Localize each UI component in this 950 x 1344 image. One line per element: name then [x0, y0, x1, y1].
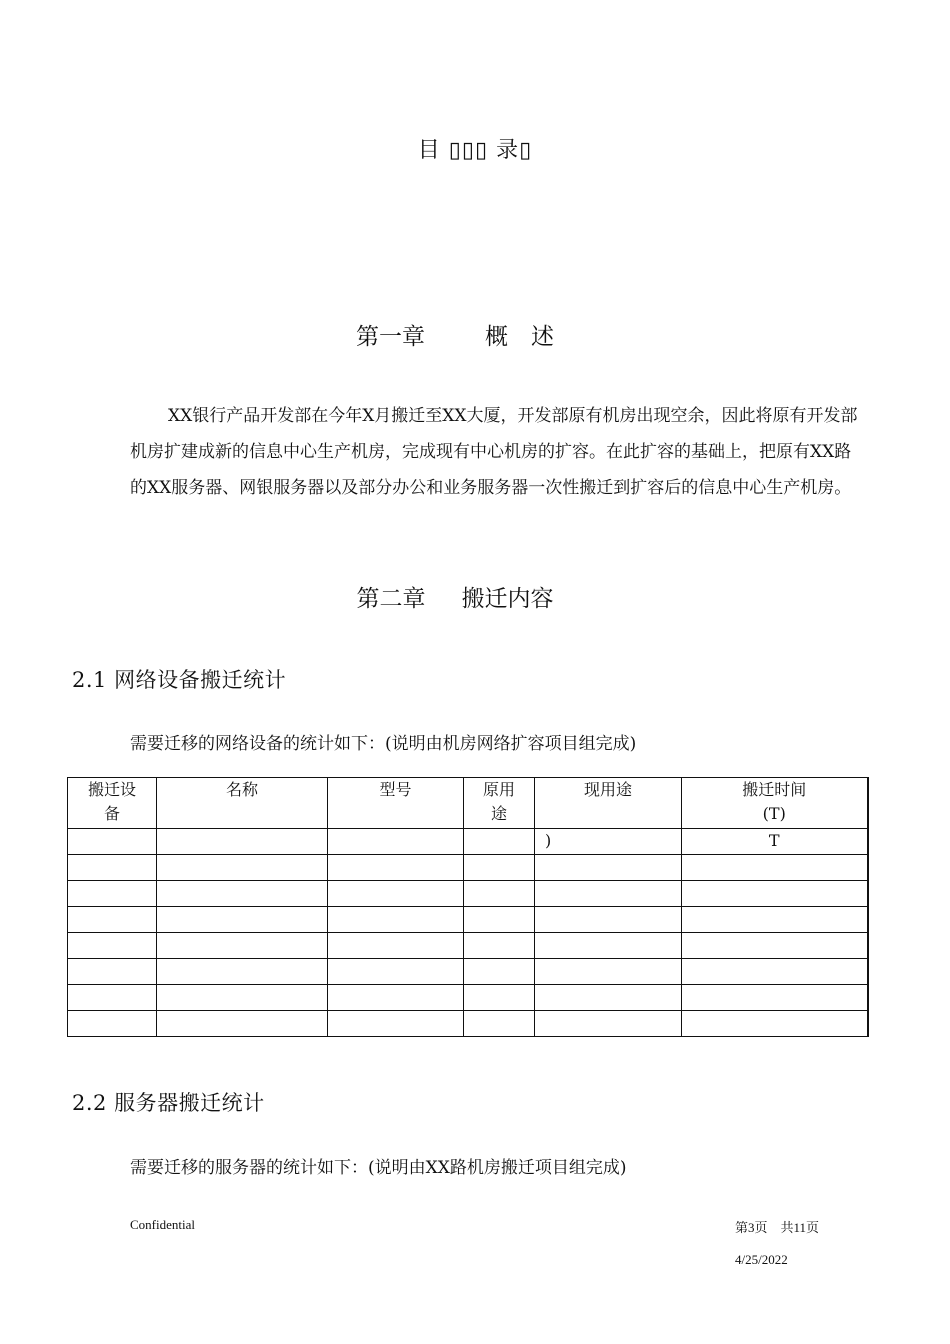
chapter-1-title: 概 述: [485, 324, 554, 350]
header-original-use: 原用 途: [464, 778, 535, 829]
section-2-1-intro: 需要迁移的网络设备的统计如下：(说明由机房网络扩容项目组完成): [130, 734, 637, 754]
header-current-use: 现用途: [535, 778, 682, 829]
table-cell: [682, 1011, 868, 1037]
network-device-table: [67, 777, 869, 1037]
table-cell: [464, 855, 535, 881]
table-cell: [535, 855, 682, 881]
table-cell: [68, 829, 157, 855]
table-cell: [68, 959, 157, 985]
table-cell: [68, 855, 157, 881]
table-cell: [328, 1011, 464, 1037]
table-header-row: [68, 778, 868, 829]
chapter-2-number: 第二章: [356, 586, 426, 612]
table-cell: [682, 881, 868, 907]
table-row: [68, 985, 868, 1011]
section-2-2-heading: 2.2 服务器搬迁统计: [72, 1091, 265, 1115]
table-cell: [464, 933, 535, 959]
chapter-1-heading: [0, 318, 910, 351]
table-cell: [464, 959, 535, 985]
toc-title: 目 ▯▯▯ 录▯: [417, 138, 533, 163]
table-cell: [535, 907, 682, 933]
table-cell: [157, 959, 328, 985]
table-cell: [328, 907, 464, 933]
table-cell: [464, 1011, 535, 1037]
table-cell: [535, 985, 682, 1011]
table-cell: [535, 1011, 682, 1037]
table-cell: [68, 985, 157, 1011]
table-cell: [157, 881, 328, 907]
table-cell: [328, 959, 464, 985]
table-cell: [464, 829, 535, 855]
table-cell: [157, 907, 328, 933]
chapter-1-number: 第一章: [356, 324, 425, 350]
footer-date: 4/25/2022: [735, 1252, 788, 1267]
table-cell: [157, 933, 328, 959]
header-move-time: 搬迁时间 (T): [682, 778, 868, 829]
table-row: [68, 881, 868, 907]
table-cell: [682, 933, 868, 959]
table-cell: [682, 907, 868, 933]
table-row: [68, 855, 868, 881]
table-cell: [682, 855, 868, 881]
table-row: [68, 1011, 868, 1037]
table-cell: [464, 881, 535, 907]
table-cell: [68, 881, 157, 907]
table-cell: [682, 959, 868, 985]
table-row: [68, 907, 868, 933]
table-cell: [535, 959, 682, 985]
table-cell: [682, 985, 868, 1011]
chapter-1-paragraph: XX银行产品开发部在今年X月搬迁至XX大厦，开发部原有机房出现空余，因此将原有开发部机房扩建成新的信息中心生产机房，完成现有中心机房的扩容。在此扩容的基础上，把原有XX路的XX服务器、网银服务器以及部分办公和业务服务器一次性搬迁到扩容后的信息中心生产机房。: [130, 406, 858, 498]
table-cell: [464, 907, 535, 933]
table-cell: [535, 933, 682, 959]
header-model: 型号: [328, 778, 464, 829]
table-cell: [68, 907, 157, 933]
table-row: [68, 829, 868, 855]
section-2-2-intro: 需要迁移的服务器的统计如下：(说明由XX路机房搬迁项目组完成): [130, 1158, 627, 1178]
chapter-2-heading: [0, 580, 910, 613]
table-cell: [157, 985, 328, 1011]
table-row: [68, 933, 868, 959]
table-cell: [157, 1011, 328, 1037]
section-2-1-heading: 2.1 网络设备搬迁统计: [72, 668, 287, 692]
chapter-2-title: 搬迁内容: [461, 586, 554, 612]
table-cell: [157, 829, 328, 855]
table-cell: [68, 1011, 157, 1037]
table-cell: [328, 829, 464, 855]
table-cell: ): [535, 829, 682, 855]
table-cell: [464, 985, 535, 1011]
footer-page-number: 第3页 共11页: [735, 1220, 820, 1235]
table-cell: [328, 855, 464, 881]
table-cell: [328, 933, 464, 959]
header-name: 名称: [157, 778, 328, 829]
table-cell: [157, 855, 328, 881]
table-cell: [328, 881, 464, 907]
table-cell: [68, 933, 157, 959]
table-row: [68, 959, 868, 985]
footer-confidential: Confidential: [130, 1217, 195, 1232]
header-device: 搬迁设 备: [68, 778, 157, 829]
table-cell: [535, 881, 682, 907]
table-cell: T: [682, 829, 868, 855]
table-cell: [328, 985, 464, 1011]
